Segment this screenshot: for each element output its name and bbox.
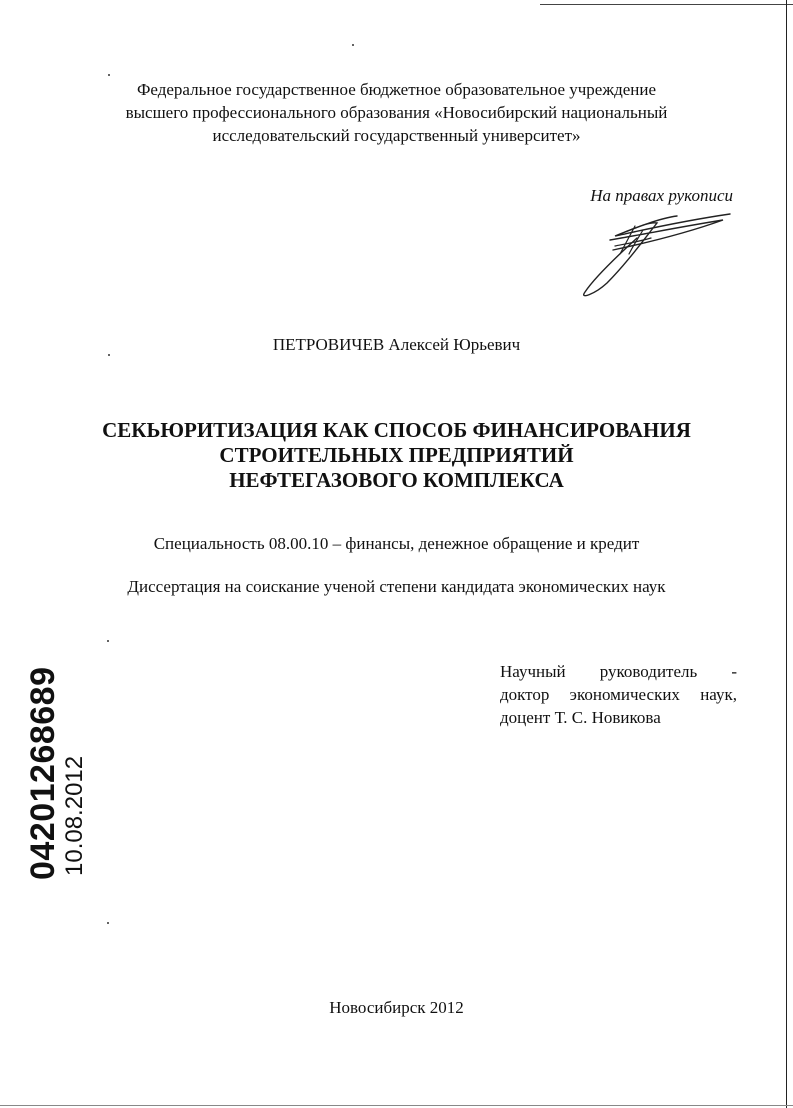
thesis-title-line: СЕКЬЮРИТИЗАЦИЯ КАК СПОСОБ ФИНАНСИРОВАНИЯ xyxy=(102,418,691,442)
scan-speck xyxy=(352,44,354,46)
city-year: Новосибирск 2012 xyxy=(329,998,464,1017)
institution-line: Федеральное государственное бюджетное образовательное учреждение xyxy=(136,80,657,99)
signature-icon xyxy=(565,208,740,303)
library-stamp xyxy=(25,666,89,880)
manuscript-note: На правах рукописи xyxy=(590,186,733,205)
advisor-word: руководитель xyxy=(599,662,698,681)
scan-speck xyxy=(107,922,109,924)
scan-speck xyxy=(108,74,110,76)
advisor-word: Научный xyxy=(500,662,566,681)
advisor-dash: - xyxy=(731,662,737,681)
institution-line: высшего профессионального образования «Новосибирский национальный xyxy=(125,103,668,122)
stamp-date: 10.08.2012 xyxy=(61,755,88,876)
institution-line: исследовательский государственный университет» xyxy=(212,126,581,145)
scan-edge-top xyxy=(540,4,793,5)
advisor-block xyxy=(500,660,737,729)
author-name: ПЕТРОВИЧЕВ Алексей Юрьевич xyxy=(272,335,521,354)
specialty-line: Специальность 08.00.10 – финансы, денежное обращение и кредит xyxy=(153,534,640,553)
thesis-title xyxy=(0,418,793,493)
stamp-number: 04201268689 xyxy=(24,666,62,880)
advisor-name: доцент Т. С. Новикова xyxy=(500,708,661,727)
scan-edge-bottom xyxy=(0,1105,793,1106)
thesis-title-line: СТРОИТЕЛЬНЫХ ПРЕДПРИЯТИЙ xyxy=(219,443,574,467)
thesis-title-line: НЕФТЕГАЗОВОГО КОМПЛЕКСА xyxy=(229,468,564,492)
institution-block xyxy=(0,78,793,147)
dissertation-line: Диссертация на соискание ученой степени кандидата экономических наук xyxy=(127,577,666,596)
advisor-row-1 xyxy=(500,660,737,683)
scan-speck xyxy=(107,640,109,642)
advisor-degree: доктор экономических наук, xyxy=(500,685,737,704)
